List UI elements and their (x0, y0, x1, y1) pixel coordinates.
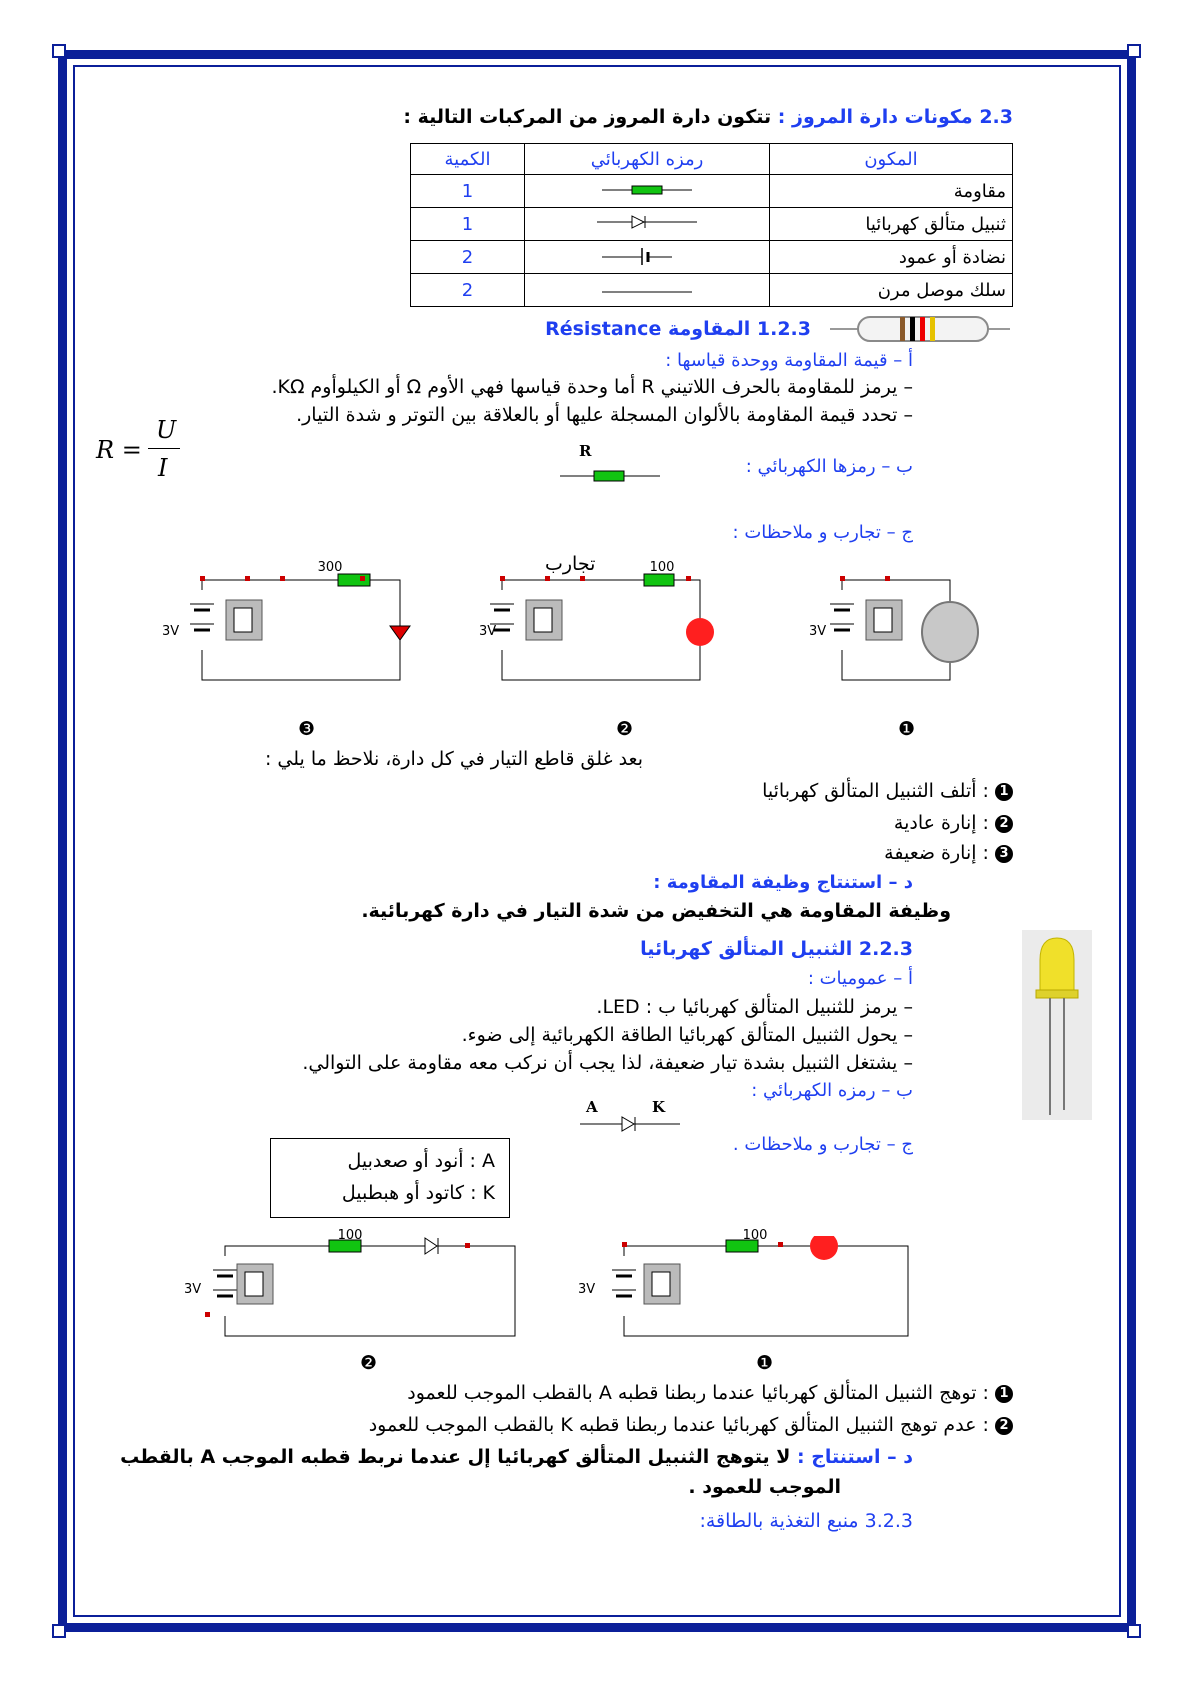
table-cell-symbol (525, 241, 770, 274)
observation-intro: بعد غلق قاطع التيار في كل دارة، نلاحظ ما يلي : (264, 748, 643, 770)
circuit-3-value (310, 558, 350, 574)
table-row (411, 241, 1013, 274)
circuit-1-diagram (800, 570, 980, 690)
table-cell-name: ثنبيل متألق كهربائيا (770, 208, 1013, 241)
value-label: 100 (337, 1228, 363, 1242)
led-d-title: د – استنتاج : (797, 1446, 913, 1468)
experiments-label: تجارب (545, 553, 596, 575)
resistance-line2: – تحدد قيمة المقاومة بالألوان المسجلة عليها أو بالعلاقة بين التوتر و شدة التيار. (296, 404, 913, 426)
bullet-icon: 2 (995, 1417, 1013, 1435)
table-header-row (411, 144, 1013, 175)
led-symbol-icon (592, 213, 702, 231)
conclusion-text: لا يتوهج الثنبيل المتألق كهربائيا إل عندما نربط قطبه الموجب A بالقطب (120, 1446, 791, 1468)
table-cell-symbol (525, 208, 770, 241)
resistance-b-title: ب – رمزها الكهربائي : (745, 456, 913, 477)
led-symbol-k: K (652, 1098, 666, 1116)
led-observation-1 (407, 1382, 1013, 1404)
table-cell-name: مقاومة (770, 175, 1013, 208)
table-cell-qty: 1 (411, 175, 525, 208)
resistance-c-title: ج – تجارب و ملاحظات : (732, 522, 913, 543)
led-b-title: ب – رمزه الكهربائي : (751, 1080, 913, 1101)
formula-lhs: R = (96, 436, 142, 464)
circuit-number-2: ❷ (616, 718, 634, 740)
circuit-3-voltage: 3V (162, 624, 180, 639)
bullet-icon: 1 (995, 1385, 1013, 1403)
table-row (411, 274, 1013, 307)
section-heading (403, 106, 1013, 128)
power-heading: 3.2.3 منبع التغذية بالطاقة: (699, 1510, 913, 1532)
table-cell-symbol (525, 175, 770, 208)
resistance-heading (545, 318, 811, 340)
table-cell-symbol (525, 274, 770, 307)
observation-text: : إنارة عادية (893, 812, 989, 834)
circuit-2-diagram (460, 570, 720, 690)
led-line2: – يحول الثنبيل المتألق كهربائيا الطاقة الكهربائية إلى ضوء. (461, 1024, 913, 1046)
led-line1: – يرمز للثنبيل المتألق كهربائيا ب : LED. (596, 996, 913, 1018)
table-header: رمزه الكهربائي (525, 144, 770, 175)
table-cell-name: سلك موصل مرن (770, 274, 1013, 307)
led-conclusion (120, 1446, 913, 1468)
value-label: 100 (742, 1228, 768, 1242)
led-circuit-number-2: ❷ (360, 1352, 378, 1374)
resistance-line1: – يرمز للمقاومة بالحرف اللاتيني R أما وحدة قياسها فهي الأوم Ω أو الكيلوأوم KΩ. (271, 376, 913, 398)
led-heading: 2.2.3 الثنبيل المتألق كهربائيا (640, 938, 913, 960)
wire-symbol-icon (592, 282, 702, 296)
fraction-bar (148, 448, 180, 449)
resistor-symbol-icon (560, 468, 660, 484)
formula-numerator: U (156, 416, 177, 444)
resistance-d-title: د – استنتاج وظيفة المقاومة : (653, 872, 913, 893)
bullet-icon: 3 (995, 845, 1013, 863)
observation-text: : توهج الثنبيل المتألق كهربائيا عندما ربطنا قطبه A بالقطب الموجب للعمود (407, 1382, 989, 1404)
resistance-conclusion: وظيفة المقاومة هي التخفيض من شدة التيار في دارة كهربائية. (361, 900, 951, 922)
section-subtitle: تتكون دارة المروز من المركبات التالية : (403, 106, 772, 128)
observation-1 (762, 780, 1013, 802)
led-photo-icon (1022, 930, 1092, 1120)
table-row (411, 175, 1013, 208)
circuit-1-voltage: 3V (809, 624, 827, 639)
led-circuit-1-value (735, 1226, 775, 1242)
frame-corner (1127, 44, 1141, 58)
bullet-icon: 2 (995, 815, 1013, 833)
circuit-number-1: ❶ (898, 718, 916, 740)
table-cell-name: نضادة أو عمود (770, 241, 1013, 274)
led-conclusion-line2: الموجب للعمود . (688, 1476, 841, 1498)
resistor-photo-icon (830, 314, 1010, 344)
observation-3 (884, 842, 1013, 864)
table-row (411, 208, 1013, 241)
led-symbol-a: A (586, 1098, 598, 1116)
led-legend-box (270, 1138, 510, 1218)
led-observation-2 (369, 1414, 1013, 1436)
table-header: الكمية (411, 144, 525, 175)
resistor-symbol-icon (592, 183, 702, 197)
legend-anode: A : أنود أو صعدبيل (347, 1150, 495, 1172)
observation-2 (894, 812, 1013, 834)
circuit-number-3: ❸ (298, 718, 316, 740)
circuit-2-voltage: 3V (479, 624, 497, 639)
components-table (410, 143, 1013, 307)
led-line3: – يشتغل الثنبيل بشدة تيار ضعيفة، لذا يجب أن نركب معه مقاومة على التوالي. (302, 1052, 913, 1074)
resistor-symbol-label: R (579, 442, 592, 460)
resistance-a-title: أ – قيمة المقاومة ووحدة قياسها : (665, 350, 913, 371)
value-label: 300 (317, 560, 343, 574)
circuit-2-value (642, 558, 682, 574)
battery-symbol-icon (592, 245, 702, 265)
heading-number: 1.2.3 (756, 318, 811, 340)
circuit-3-diagram (160, 570, 420, 690)
legend-cathode: K : كاتود أو هبطبيل (341, 1182, 495, 1204)
table-cell-qty: 1 (411, 208, 525, 241)
section-number: 2.3 (979, 106, 1013, 128)
led-circuit-2-voltage: 3V (184, 1282, 202, 1297)
led-c-title: ج – تجارب و ملاحظات . (732, 1134, 913, 1155)
led-circuit-number-1: ❶ (756, 1352, 774, 1374)
formula-denominator: I (158, 454, 168, 482)
led-circuit-2-diagram (205, 1236, 525, 1346)
heading-ar: المقاومة (667, 318, 751, 340)
led-a-title: أ – عموميات : (807, 968, 913, 989)
table-header: المكون (770, 144, 1013, 175)
led-circuit-1-voltage: 3V (578, 1282, 596, 1297)
frame-corner (1127, 1624, 1141, 1638)
observation-text: : عدم توهج الثنبيل المتألق كهربائيا عندما ربطنا قطبه K بالقطب الموجب للعمود (368, 1414, 989, 1436)
heading-fr: Résistance (545, 318, 662, 340)
frame-corner (52, 44, 66, 58)
led-circuit-2-value (330, 1226, 370, 1242)
observation-text: : إنارة ضعيفة (884, 842, 989, 864)
led-circuit-1-diagram (598, 1236, 918, 1346)
table-cell-qty: 2 (411, 241, 525, 274)
table-cell-qty: 2 (411, 274, 525, 307)
section-title: مكونات دارة المروز : (777, 106, 973, 128)
observation-text: : أتلف الثنبيل المتألق كهربائيا (762, 780, 989, 802)
value-label: 100 (649, 560, 675, 574)
bullet-icon: 1 (995, 783, 1013, 801)
frame-corner (52, 1624, 66, 1638)
